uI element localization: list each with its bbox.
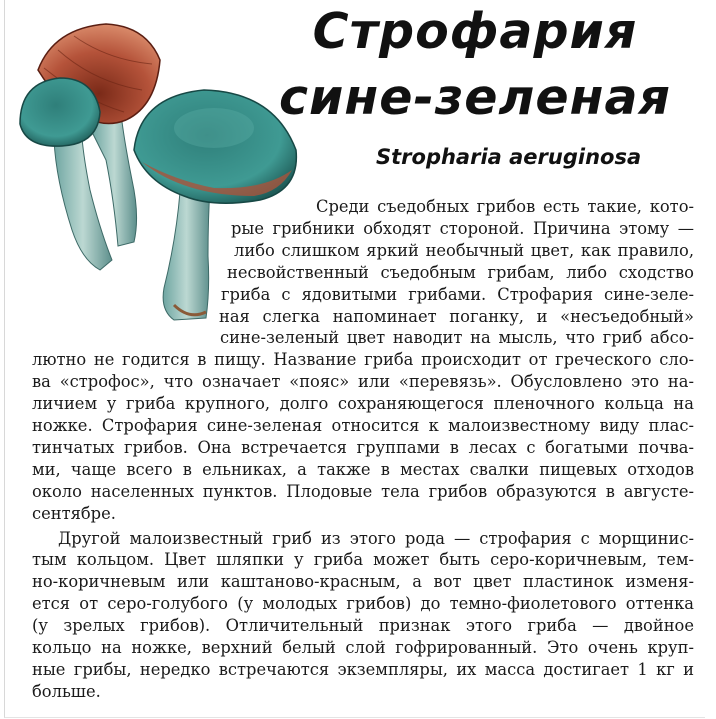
text-line: личием у гриба крупного, долго сохраняющегося пленочного кольца на	[32, 394, 694, 414]
text-line: ножке. Строфария сине-зеленая относится к малоизвестному виду плас-	[32, 416, 694, 435]
text-line: ется от серо-голубого (у молодых грибов) до темно-фиолетового оттенка	[32, 594, 694, 614]
text-line: ва «строфос», что означает «пояс» или «перевязь». Обусловлено это на-	[32, 372, 694, 392]
text-line: ная слегка напоминает поганку, и «несъедобный»	[219, 306, 694, 326]
text-line: Среди съедобных грибов есть такие, кото-	[316, 197, 694, 216]
text-line: около населенных пунктов. Плодовые тела грибов образуются в августе-	[32, 481, 694, 501]
text-line: тинчатых грибов. Она встречается группами в лесах с богатыми почва-	[32, 437, 694, 457]
text-line: ми, чаще всего в ельниках, а также в местах свалки пищевых отходов	[32, 459, 694, 479]
latin-name: Stropharia aeruginosa	[376, 145, 642, 169]
text-line: ные грибы, нередко встречаются экземпляры, их масса достигает 1 кг и	[32, 659, 694, 679]
text-line: кольцо на ножке, верхний белый слой гофрированный. Это очень круп-	[32, 638, 694, 657]
text-line: несвойственный съедобным грибам, либо сходство	[227, 262, 694, 282]
text-line: но-коричневым или каштаново-красным, а вот цвет пластинок изменя-	[32, 572, 694, 592]
text-line: больше.	[32, 681, 101, 701]
text-line: сине-зеленый цвет наводит на мысль, что гриб абсо-	[220, 328, 694, 348]
text-line: Другой малоизвестный гриб из этого рода — строфария с морщинис-	[58, 528, 694, 548]
text-line: тым кольцом. Цвет шляпки у гриба может быть серо-коричневым, тем-	[32, 550, 694, 570]
text-line: лютно не годится в пищу. Название гриба происходит от греческого сло-	[32, 350, 694, 370]
text-line: сентябре.	[32, 503, 116, 523]
title-line-1: Строфария	[312, 3, 638, 60]
text-line: рые грибники обходят стороной. Причина этому —	[231, 218, 694, 238]
text-line: (у зрелых грибов). Отличительный признак этого гриба — двойное	[32, 616, 694, 636]
text-line: гриба с ядовитыми грибами. Строфария сине-зеле-	[221, 284, 694, 304]
text-line: либо слишком яркий необычный цвет, как правило,	[234, 240, 694, 260]
title-line-2: сине-зеленая	[278, 69, 671, 126]
